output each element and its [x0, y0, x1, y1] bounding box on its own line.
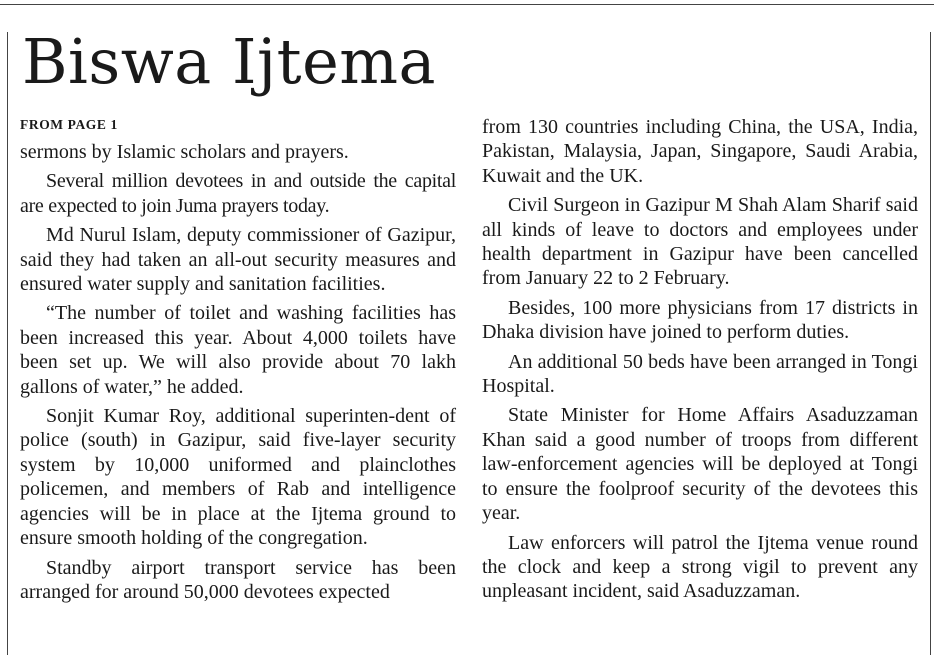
- paragraph: Besides, 100 more physicians from 17 districts in Dhaka division have joined to perform duties.: [482, 296, 918, 344]
- right-border-rule: [930, 32, 931, 655]
- paragraph: Sonjit Kumar Roy, additional superinten-dent of police (south) in Gazipur, said five-layer security system by 10,000 uniformed and plainclothes policemen, and members of Rab and intelligence agencies will be in place at the Ijtema ground to ensure smooth holding of the congregation.: [20, 405, 456, 550]
- paragraph: Law enforcers will patrol the Ijtema venue round the clock and keep a strong vigil to prevent any unpleasant incident, said Asaduzzaman.: [482, 531, 918, 603]
- paragraph: Several million devotees in and outside the capital are expected to join Juma prayers today.: [20, 170, 456, 217]
- paragraph: from 130 countries including China, the USA, India, Pakistan, Malaysia, Japan, Singapore, Saudi Arabia, Kuwait and the UK.: [482, 116, 918, 187]
- paragraph: Civil Surgeon in Gazipur M Shah Alam Sharif said all kinds of leave to doctors and employees under health department in Gazipur have been cancelled from January 22 to 2 February.: [482, 194, 918, 290]
- article-column-left: [20, 115, 456, 609]
- jump-line: FROM PAGE 1: [20, 117, 118, 132]
- paragraph: An additional 50 beds have been arranged in Tongi Hospital.: [482, 350, 918, 398]
- article-column-right: [482, 115, 918, 609]
- top-border-rule: [0, 4, 934, 5]
- article-headline: Biswa Ijtema: [22, 25, 437, 98]
- paragraph: sermons by Islamic scholars and prayers.: [20, 141, 349, 163]
- paragraph: State Minister for Home Affairs Asaduzzaman Khan said a good number of troops from different law-enforcement agencies will be deployed at Tongi to ensure the foolproof security of the devotees this year.: [482, 404, 918, 525]
- paragraph: “The number of toilet and washing facilities has been increased this year. About 4,000 toilets have been set up. We will also provide about 70 lakh gallons of water,” he added.: [20, 302, 456, 398]
- paragraph: Md Nurul Islam, deputy commissioner of Gazipur, said they had taken an all-out security measures and ensured water supply and sanitation facilities.: [20, 224, 456, 296]
- left-border-rule: [7, 32, 8, 655]
- paragraph: Standby airport transport service has been arranged for around 50,000 devotees expected: [20, 556, 456, 603]
